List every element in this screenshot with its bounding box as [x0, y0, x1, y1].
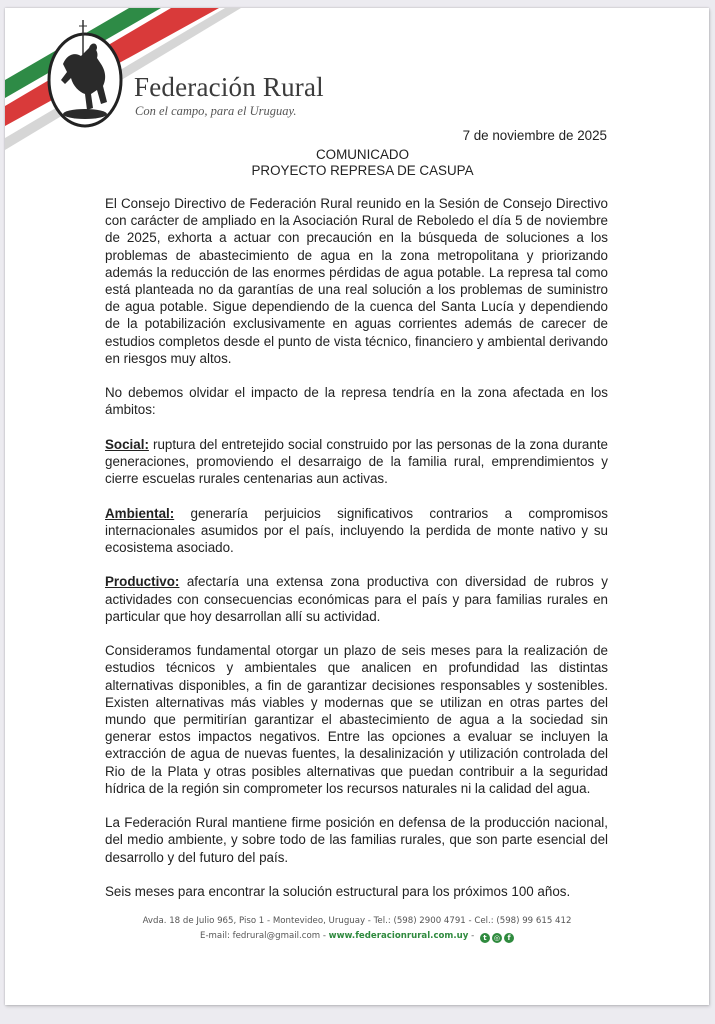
facebook-icon[interactable]: f: [504, 933, 514, 943]
document-page: [5, 8, 709, 1005]
footer-address: Avda. 18 de Julio 965, Piso 1 - Montevideo, Uruguay - Tel.: (598) 2900 4791 - Cel.: (598) 99 615 412: [142, 916, 572, 926]
label-social: Social:: [105, 436, 149, 452]
organization-tagline: Con el campo, para el Uruguay.: [135, 104, 297, 118]
paragraph-closing: Seis meses para encontrar la solución estructural para los próximos 100 años.: [105, 884, 571, 900]
text-ambiental: generaría perjuicios significativos contrarios a compromisos internacionales asumidos por el país, incluyendo la perdida de monte nativo y su ecosistema asociado.: [105, 505, 608, 556]
paragraph-position: La Federación Rural mantiene firme posición en defensa de la producción nacional, del medio ambiente, y sobre todo de las familias rurales, que son parte esencial del desarrollo y del futuro del país.: [105, 815, 608, 865]
document-body: [105, 195, 608, 917]
footer-contact: [5, 929, 709, 944]
instagram-icon[interactable]: ◎: [493, 934, 501, 942]
paragraph-proposal: Consideramos fundamental otorgar un plazo de seis meses para la realización de estudios técnicos y ambientales que analicen en profundidad las distintas alternativas disponibles, a fin de garantizar decisiones responsables y sostenibles. Existen alternativas más viables y modernas que se utilizan en otras partes del mundo que permitirían garantizar el abastecimiento de agua a la sociedad sin generar estos impactos negativos. Entre las opciones a evaluar se incluyen la extracción de agua de nuevas fuentes, la desalinización y utilización controlada del Rio de la Plata y otras posibles alternativas que puedan contribuir a la seguridad hídrica de la región sin comprometer los recursos naturales ni la calidad del agua.: [105, 643, 608, 796]
organization-name: Federación Rural: [134, 72, 324, 102]
document-date: 7 de noviembre de 2025: [462, 128, 607, 143]
label-ambiental: Ambiental:: [105, 505, 175, 521]
document-heading: [105, 147, 620, 179]
paragraph-intro: El Consejo Directivo de Federación Rural reunido en la Sesión de Consejo Directivo con carácter de ampliado en la Asociación Rural de Reboledo el día 5 de noviembre de 2025, exhorta a actuar con precaución en la búsqueda de soluciones a los problemas de abastecimiento de agua en la zona metropolitana y priorizando además la reducción de las enormes pérdidas de agua potable. La represa tal como está planteada no da garantías de una real solución a los problemas de suministro de agua potable. Sigue dependiendo de la cuenca del Santa Lucía y dependiendo de la potabilización exclusivamente en aguas corrientes además de carecer de estudios completos desde el punto de vista técnico, financiero y ambiental derivando en riesgos muy altos.: [105, 196, 608, 366]
paragraph-ambiental: [105, 505, 608, 557]
paragraph-productivo: [105, 573, 608, 625]
label-productivo: Productivo:: [105, 574, 180, 590]
letterhead-brand: [134, 72, 324, 119]
letterhead-footer: [5, 914, 709, 944]
twitter-icon[interactable]: t: [480, 933, 490, 943]
text-productivo: afectaría una extensa zona productiva con diversidad de rubros y actividades con consecuencias económicas para el país y para familias rurales en particular que hoy desarrollan allí su actividad.: [105, 574, 608, 624]
footer-email: E-mail: fedrural@gmail.com -: [200, 931, 329, 941]
footer-website-link[interactable]: www.federacionrural.com.uy: [328, 931, 469, 941]
text-social: ruptura del entretejido social construido por las personas de la zona durante generaciones, promoviendo el desarraigo de la familia rural, emprendimientos y cierre escuelas rurales centenarias aun activas.: [105, 436, 608, 487]
paragraph-impacts-lead: No debemos olvidar el impacto de la represa tendría en la zona afectada en los ámbitos:: [105, 385, 608, 418]
social-icons: [480, 933, 514, 943]
paragraph-social: [105, 436, 608, 488]
heading-title: COMUNICADO: [316, 147, 409, 162]
gaucho-horse-emblem-icon: [45, 18, 125, 130]
heading-subject: PROYECTO REPRESA DE CASUPA: [251, 163, 474, 178]
footer-separator: -: [468, 931, 477, 941]
